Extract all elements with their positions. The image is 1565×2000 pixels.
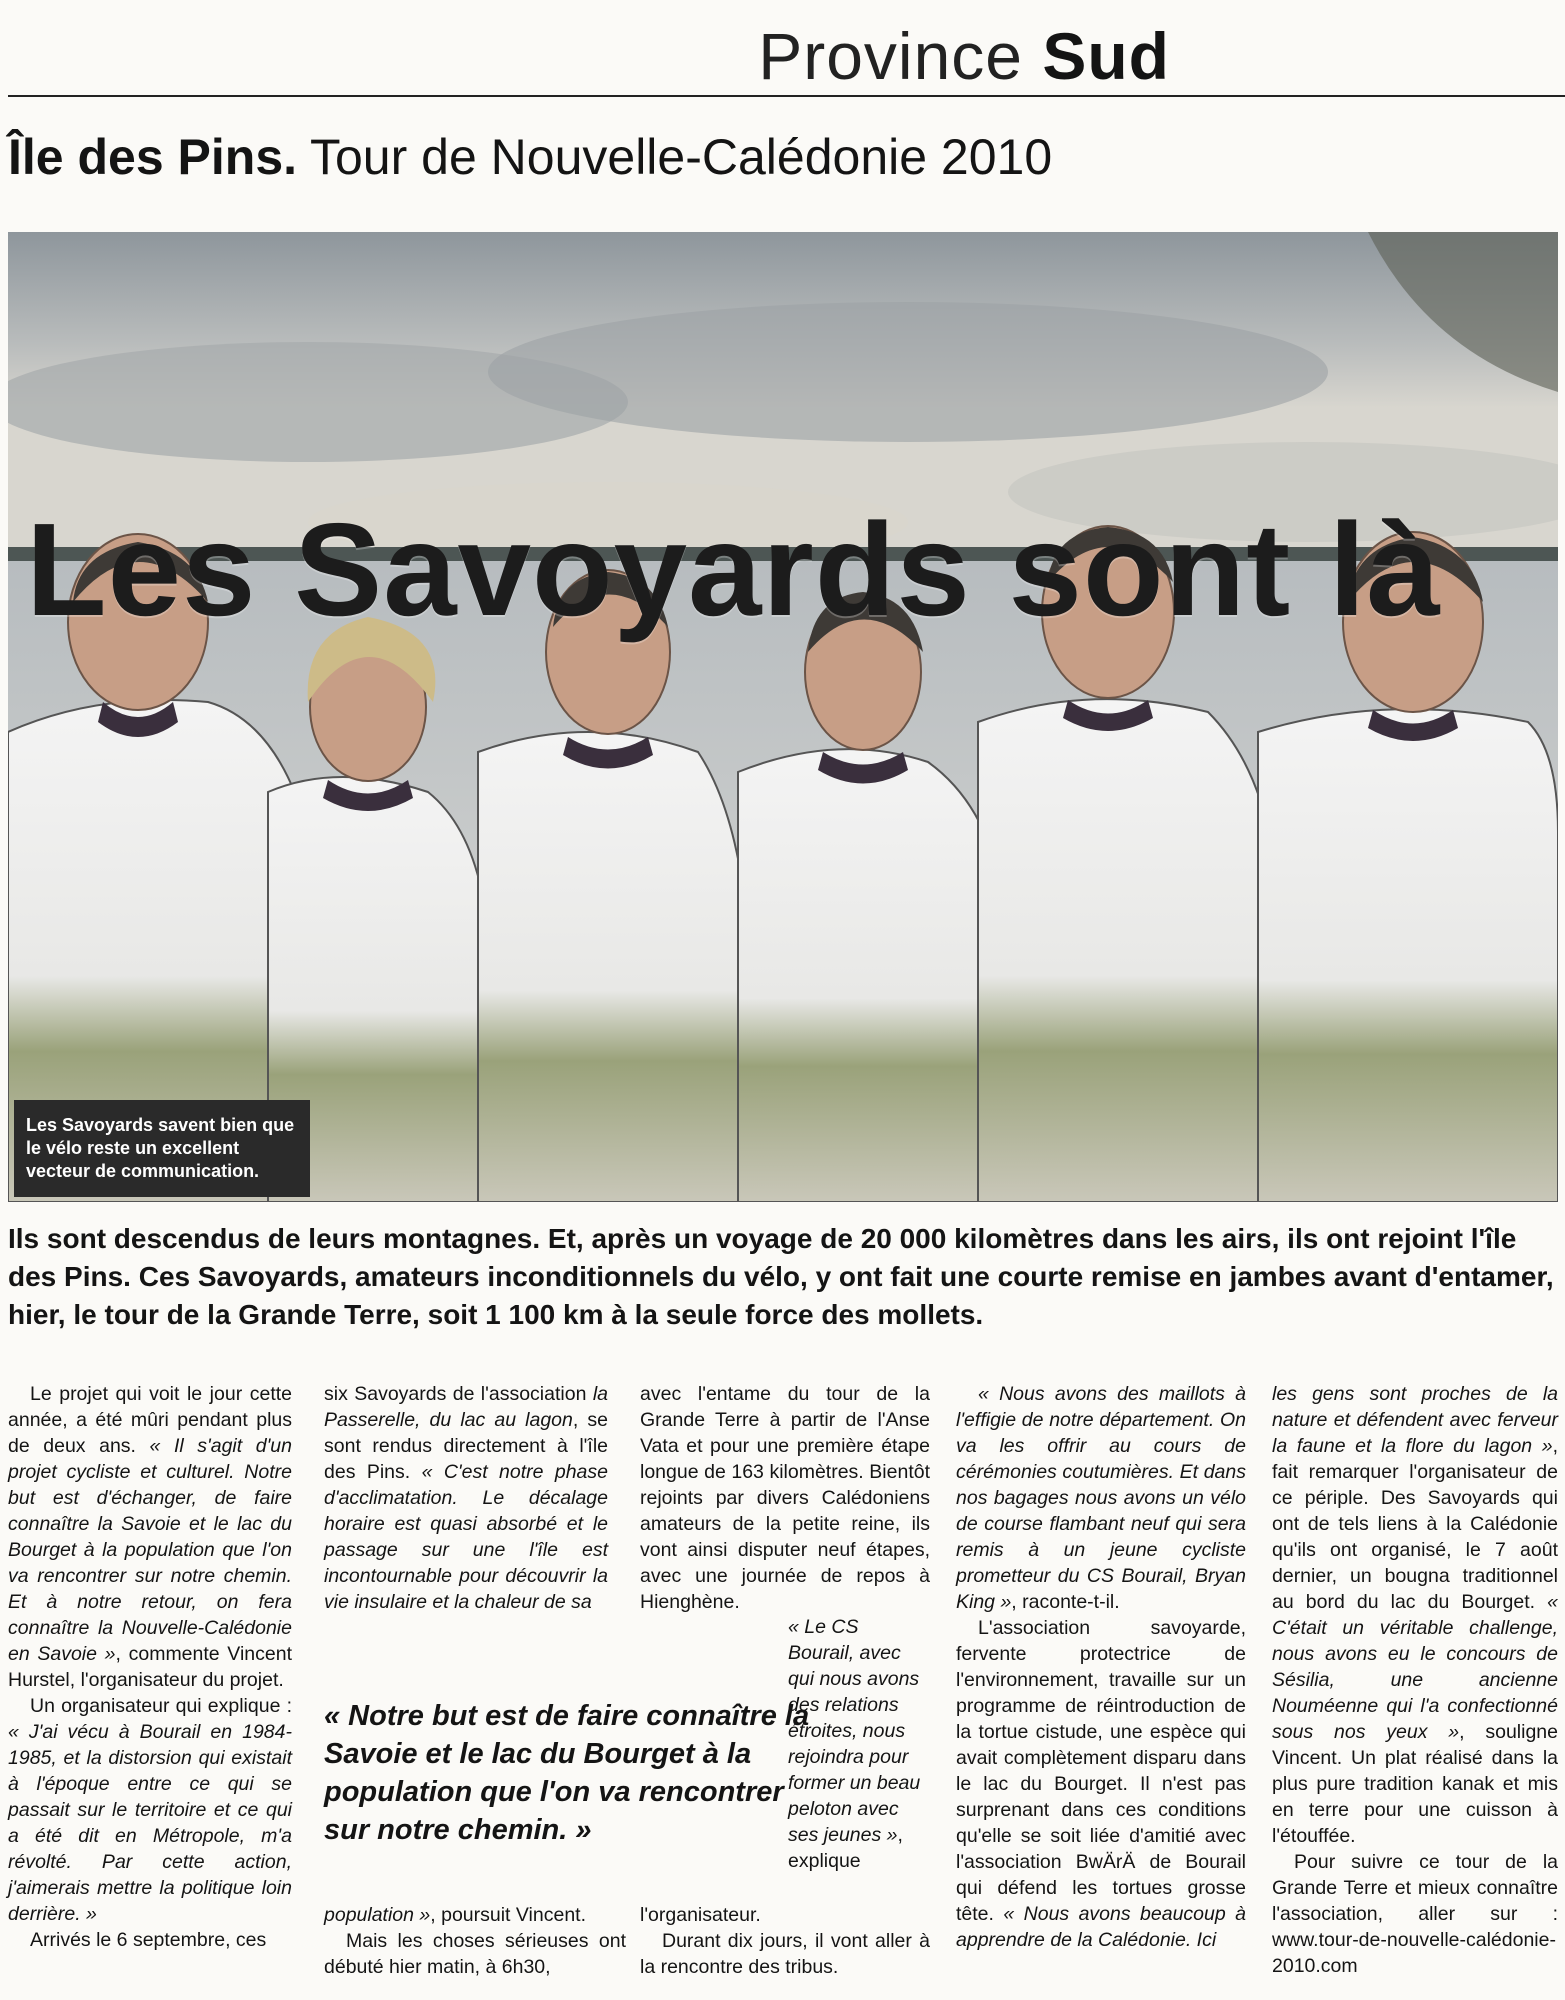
col2-quote: population » <box>324 1904 431 1926</box>
col3-paragraph-3: Durant dix jours, il vont aller à la rencontre des tribus. <box>640 1930 930 1978</box>
col5-paragraph-2: Pour suivre ce tour de la Grande Terre et mieux connaître l'association, aller sur : www.tour-de-nouvelle-calédonie-2010.com <box>1272 1851 1558 1977</box>
col2-text: , se sont rendus directement à l'île des Pins. <box>324 1409 609 1483</box>
col3-paragraph-1: avec l'entame du tour de la Grande Terre à partir de l'Anse Vata et pour une première étape longue de 163 kilomètres. Bientôt rejoints par divers Calédoniens amateurs de la petite reine, ils vont ainsi disputer neuf étapes, avec une journée de repos à Hienghène. <box>640 1383 930 1613</box>
column-1 <box>8 1381 292 1953</box>
col2-quote: « C'est notre phase d'acclimatation. Le décalage horaire est quasi absorbé et le passage sur une l'île est incontournable pour découvrir la vie insulaire et la chaleur de sa <box>324 1461 608 1613</box>
col4-text: , raconte-t-il. <box>1011 1591 1120 1613</box>
column-5 <box>1272 1381 1558 1979</box>
section-header <box>0 18 1565 98</box>
col3-paragraph-2: l'organisateur. <box>640 1904 761 1926</box>
col4-paragraph-2 <box>956 1615 1246 1953</box>
col1-quote: « Il s'agit d'un projet cycliste et culturel. Notre but est d'échanger, de faire connaître la Savoie et le lac du Bourget à la population que l'on va rencontrer sur notre chemin. Et à notre retour, on fera connaître la Nouvelle-Calédonie en Savoie » <box>8 1435 292 1665</box>
column-2 <box>324 1381 608 1615</box>
col2-paragraph-2 <box>324 1902 626 1928</box>
col1-paragraph-1 <box>8 1381 292 1693</box>
section-label <box>758 18 1170 94</box>
column-3-bottom <box>640 1902 930 1980</box>
headline: Les Savoyards sont là <box>26 496 1441 643</box>
photo-caption: Les Savoyards savent bien que le vélo reste un excellent vecteur de communication. <box>14 1100 310 1197</box>
kicker-subject: Tour de Nouvelle-Calédonie 2010 <box>297 129 1053 185</box>
kicker-place: Île des Pins. <box>8 129 298 185</box>
col2-text: six Savoyards de l'association <box>324 1383 593 1405</box>
header-rule <box>8 95 1565 97</box>
photo-illustration <box>8 232 1558 1202</box>
section-label-light: Province <box>758 19 1043 93</box>
group-photo <box>8 232 1558 1202</box>
article-kicker <box>8 128 1052 186</box>
col4-text: L'association savoyarde, fervente protectrice de l'environnement, travaille sur un programme de réintroduction de la tortue cistude, une espèce qui avait complètement disparu dans le lac du Bourget. Il n'est pas surprenant dans ces conditions qu'elle se soit liée d'amitié avec l'association BwÄrÄ de Bourail qui défend les tortues grosse tête. <box>956 1617 1246 1925</box>
column-2-bottom <box>324 1902 626 1980</box>
col5-quote: les gens sont proches de la nature et défendent avec ferveur la faune et la flore du lagon » <box>1272 1383 1558 1457</box>
col4-paragraph-1 <box>956 1381 1246 1615</box>
col1-text: Le projet qui voit le jour cette année, a été mûri pendant plus de deux ans. <box>8 1383 292 1457</box>
col5-text: , souligne Vincent. Un plat réalisé dans la plus pure tradition kanak et mis en terre pour une cuisson à l'étouffée. <box>1272 1721 1558 1847</box>
section-label-bold: Sud <box>1042 19 1170 93</box>
col1-quote: « J'ai vécu à Bourail en 1984-1985, et la distorsion qui existait à l'époque entre ce qui se passait sur le territoire et ce qui a été dit en Métropole, m'a révolté. Par cette action, j'aimerais mettre la politique loin derrière. » <box>8 1721 292 1925</box>
column-3 <box>640 1381 930 1615</box>
lead-paragraph: Ils sont descendus de leurs montagnes. Et, après un voyage de 20 000 kilomètres dans les airs, ils ont rejoint l'île des Pins. Ces Savoyards, amateurs inconditionnels du vélo, y ont fait une courte remise en jambes avant d'entamer, hier, le tour de la Grande Terre, soit 1 100 km à la seule force des mollets. <box>8 1223 1554 1330</box>
col5-text: , fait remarquer l'organisateur de ce périple. Des Savoyards qui ont de tels liens à la Calédonie qu'ils ont organisé, le 7 août dernier, un bougna traditionnel au bord du lac du Bourget. <box>1272 1435 1558 1613</box>
col2-association-name: la Passerelle, du lac au lagon <box>324 1383 608 1431</box>
column-4 <box>956 1381 1246 1953</box>
col2-paragraph-3: Mais les choses sérieuses ont débuté hier matin, à 6h30, <box>324 1930 626 1978</box>
col5-paragraph-1 <box>1272 1381 1558 1849</box>
col5-quote: « C'était un véritable challenge, nous avons eu le concours de Sésilia, une ancienne Nouméenne qui l'a confectionné sous nos yeux » <box>1272 1591 1558 1743</box>
col3-text: , explique <box>788 1824 903 1872</box>
col2-paragraph-1 <box>324 1381 608 1615</box>
col3-quote: « Le CS Bourail, avec qui nous avons des relations étroites, nous rejoindra pour former un beau peloton avec ses jeunes » <box>788 1616 921 1846</box>
col1-text: Un organisateur qui explique : <box>30 1695 292 1717</box>
col4-quote: « Nous avons des maillots à l'effigie de notre département. On va les offrir au cours de cérémonies coutumières. Et dans nos bagages nous avons un vélo de course flambant neuf qui sera remis à un jeune cycliste prometteur du CS Bourail, Bryan King » <box>956 1383 1246 1613</box>
column-3-narrow <box>788 1614 928 1874</box>
col1-paragraph-3: Arrivés le 6 septembre, ces <box>30 1929 267 1951</box>
col1-paragraph-2 <box>8 1693 292 1927</box>
pull-quote: « Notre but est de faire connaître la Savoie et le lac du Bourget à la population que l'on va rencontrer sur notre chemin. » <box>324 1700 810 1846</box>
col2-text: , poursuit Vincent. <box>430 1904 586 1926</box>
col4-quote: « Nous avons beaucoup à apprendre de la Calédonie. Ici <box>956 1903 1246 1951</box>
col1-text: , commente Vincent Hurstel, l'organisateur du projet. <box>8 1643 293 1691</box>
